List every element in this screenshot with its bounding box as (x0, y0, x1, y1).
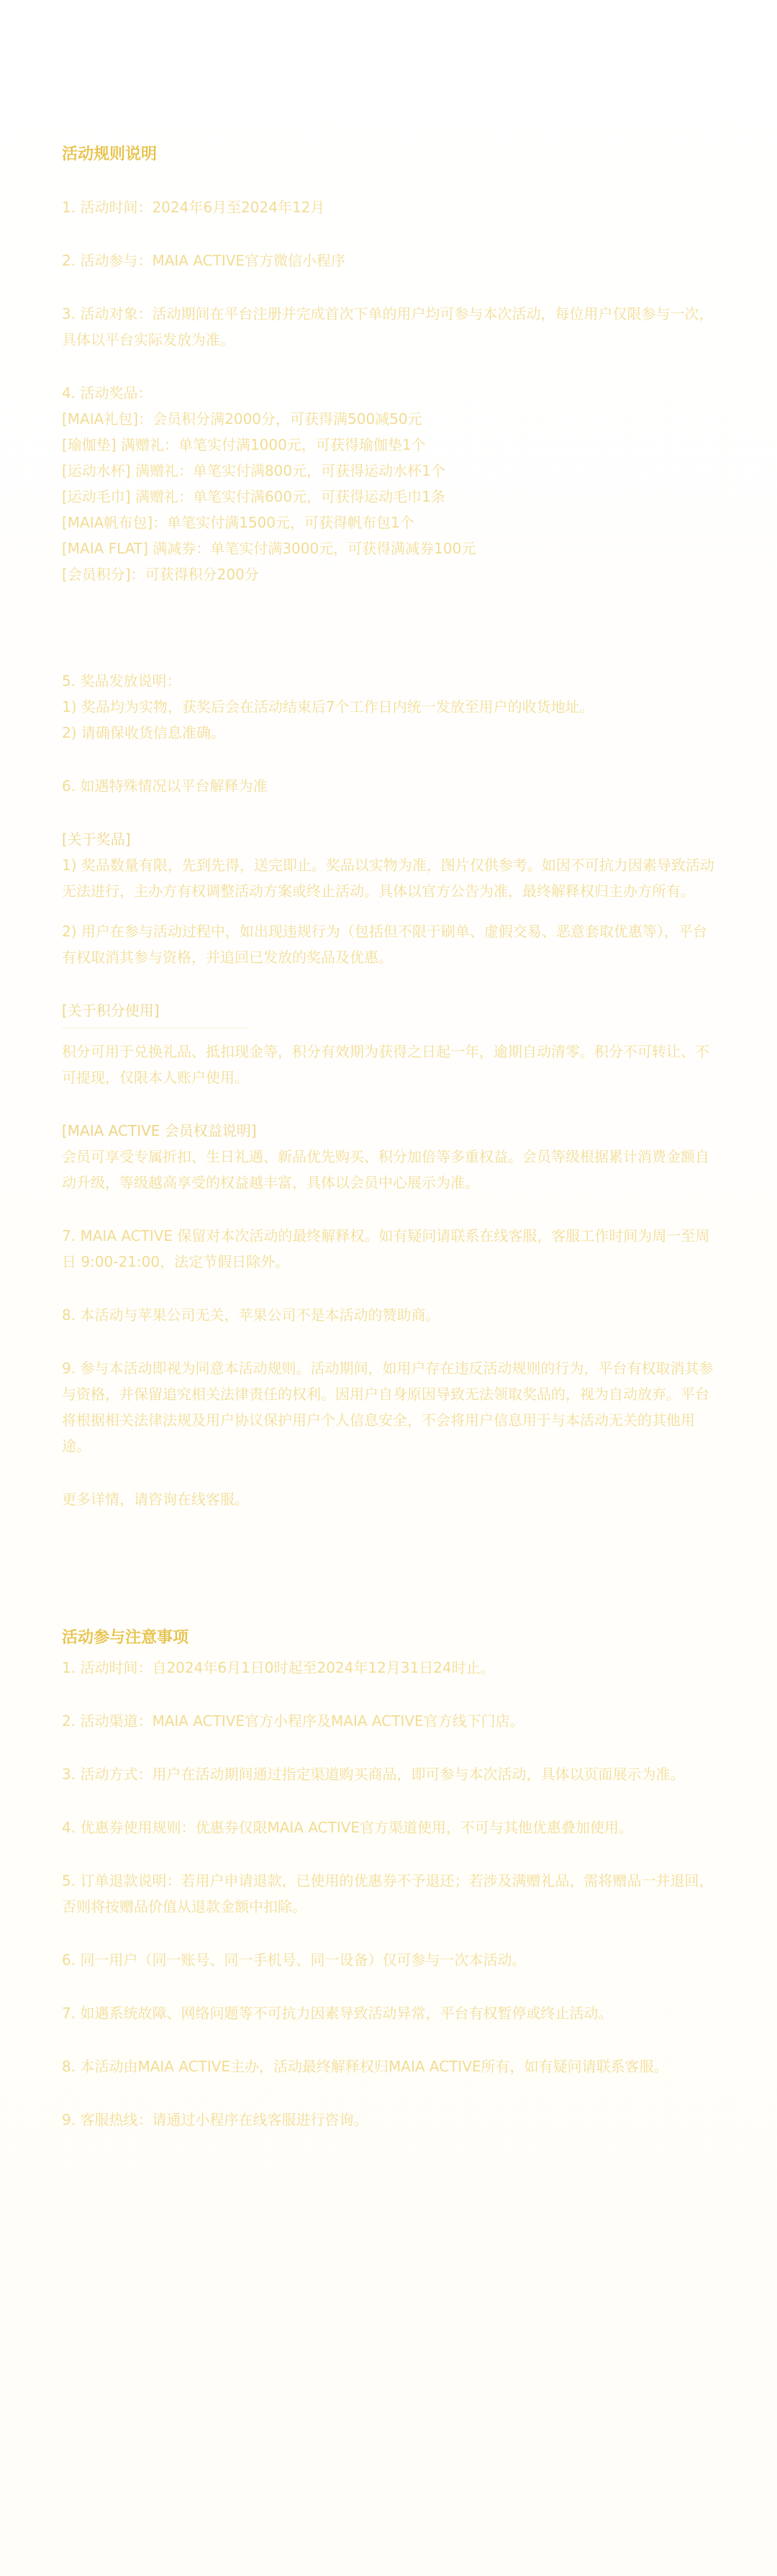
block-membership-heading: [MAIA ACTIVE 会员权益说明] (62, 1122, 257, 1139)
rule-item-prizes: 4. 活动奖品： [MAIA礼包]：会员积分满2000分，可获得满500减50元 [瑜伽垫] 满赠礼：单笔实付满1000元，可获得瑜伽垫1个 [运动水杯] 满赠礼：单笔实付满800元，可获得运动水杯1个 [运动毛巾] 满赠礼：单笔实付满600元，可获得运动毛巾1条 [MAIA帆布包]：单笔实付满1500元，可获得帆布包1个 [MAIA FLAT] 满减券：单笔实付满3000元，可获得满减券100元 [会员积分]：可获得积分200分 (62, 384, 476, 583)
note-item-4: 4. 优惠券使用规则：优惠券仅限MAIA ACTIVE官方渠道使用，不可与其他优惠叠加使用。 (62, 1819, 634, 1836)
note-item-9: 9. 客服热线：请通过小程序在线客服进行咨询。 (62, 2111, 368, 2128)
rule-item-time: 1. 活动时间：2024年6月至2024年12月 (62, 199, 325, 216)
divider (62, 1028, 249, 1029)
block-prizes (62, 826, 715, 970)
block-points-heading: [关于积分使用] (62, 1002, 160, 1019)
block-violation-body: 2) 用户在参与活动过程中，如出现违规行为（包括但不限于刷单、虚假交易、恶意套取优惠等），平台有权取消其参与资格，并追回已发放的奖品及优惠。 (62, 923, 707, 966)
spacer (62, 1540, 715, 1626)
rule-item-delivery: 5. 奖品发放说明： 1) 奖品均为实物，获奖后会在活动结束后7个工作日内统一发放至用户的收货地址。 2) 请确保收货信息准确。 (62, 672, 594, 741)
rule-item-consent: 9. 参与本活动即视为同意本活动规则。活动期间，如用户存在违反活动规则的行为，平台有权取消其参与资格，并保留追究相关法律责任的权利。因用户自身原因导致无法领取奖品的，视为自动放弃。平台将根据相关法律法规及用户协议保护用户个人信息安全，不会将用户信息用于与本活动无关的其他用途。 (62, 1360, 714, 1455)
rule-item-interpretation: 7. MAIA ACTIVE 保留对本次活动的最终解释权。如有疑问请联系在线客服，客服工作时间为周一至周日 9:00-21:00，法定节假日除外。 (62, 1227, 710, 1270)
section-title-rules: 活动规则说明 (62, 145, 158, 163)
note-item-6: 6. 同一用户（同一账号、同一手机号、同一设备）仅可参与一次本活动。 (62, 1951, 527, 1969)
rule-item-special: 6. 如遇特殊情况以平台解释为准 (62, 777, 268, 795)
block-points-body: 积分可用于兑换礼品、抵扣现金等，积分有效期为获得之日起一年，逾期自动清零。积分不可转让、不可提现，仅限本人账户使用。 (62, 1043, 709, 1086)
block-membership-body: 会员可享受专属折扣、生日礼遇、新品优先购买、积分加倍等多重权益。会员等级根据累计消费金额自动升级，等级越高享受的权益越丰富，具体以会员中心展示为准。 (62, 1148, 709, 1191)
block-prizes-body: 1) 奖品数量有限，先到先得，送完即止。奖品以实物为准，图片仅供参考。如因不可抗力因素导致活动无法进行，主办方有权调整活动方案或终止活动。具体以官方公告为准，最终解释权归主办方所有。 (62, 857, 714, 900)
section-title-notes: 活动参与注意事项 (62, 1629, 189, 1647)
rule-footer: 更多详情，请咨询在线客服。 (62, 1491, 249, 1508)
block-membership (62, 1118, 715, 1196)
note-item-1: 1. 活动时间：自2024年6月1日0时起至2024年12月31日24时止。 (62, 1659, 495, 1676)
rule-item-apple: 8. 本活动与苹果公司无关，苹果公司不是本活动的赞助商。 (62, 1306, 440, 1324)
spacer (62, 615, 715, 668)
rule-item-eligibility: 3. 活动对象：活动期间在平台注册并完成首次下单的用户均可参与本次活动，每位用户仅限参与一次，具体以平台实际发放为准。 (62, 305, 714, 348)
note-item-2: 2. 活动渠道：MAIA ACTIVE官方小程序及MAIA ACTIVE官方线下门店。 (62, 1712, 524, 1730)
note-item-7: 7. 如遇系统故障、网络问题等不可抗力因素导致活动异常，平台有权暂停或终止活动。 (62, 2005, 613, 2022)
block-prizes-heading: [关于奖品] (62, 831, 131, 848)
note-item-3: 3. 活动方式：用户在活动期间通过指定渠道购买商品，即可参与本次活动，具体以页面展示为准。 (62, 1766, 685, 1783)
note-item-5: 5. 订单退款说明：若用户申请退款，已使用的优惠券不予退还；若涉及满赠礼品，需将赠品一并退回，否则将按赠品价值从退款金额中扣除。 (62, 1872, 714, 1915)
rule-item-channel: 2. 活动参与：MAIA ACTIVE官方微信小程序 (62, 252, 346, 269)
rules-content (62, 143, 715, 2160)
block-points (62, 998, 715, 1090)
note-item-8: 8. 本活动由MAIA ACTIVE主办，活动最终解释权归MAIA ACTIVE所有，如有疑问请联系客服。 (62, 2058, 668, 2075)
